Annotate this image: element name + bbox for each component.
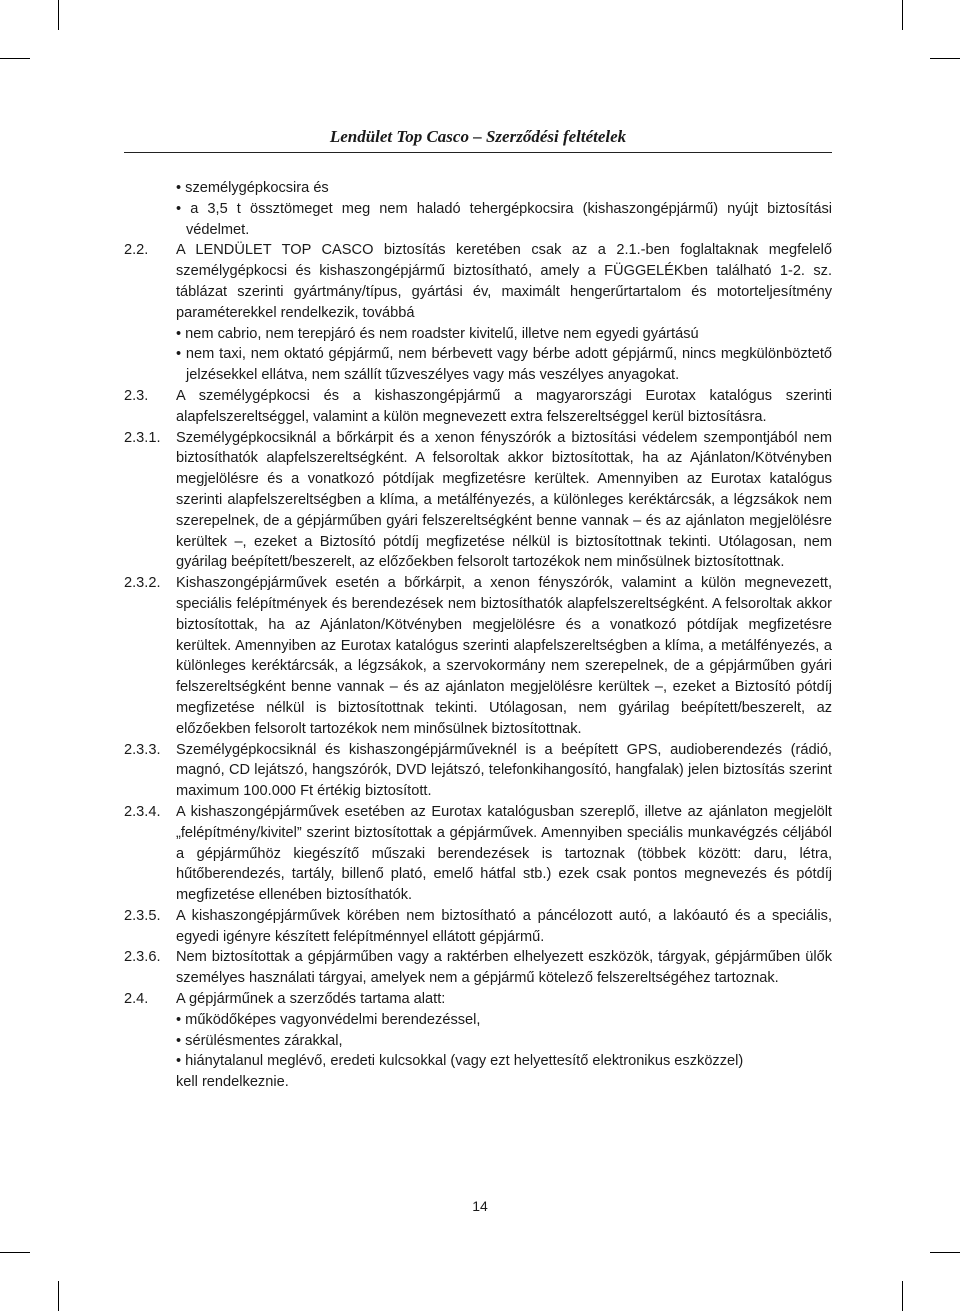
section-number: 2.4. [124, 991, 149, 1008]
section-text: A gépjárműnek a szerződés tartama alatt: [176, 991, 446, 1008]
header-divider [124, 152, 832, 153]
intro-bullet-1: • személygépkocsira és [176, 180, 329, 196]
crop-mark-top-right-horizontal [930, 58, 960, 59]
page-number: 14 [472, 1198, 488, 1214]
section-number: 2.3. [124, 387, 149, 404]
section-bullet: • nem taxi, nem oktató gépjármű, nem bérbevett vagy bérbe adott gépjármű, nincs megkülönböztető jelzésekkel ellátva, nem szállít tűzveszélyes vagy más veszélyes anyagokat. [176, 346, 832, 384]
crop-mark-bottom-left-vertical [58, 1281, 59, 1311]
section-text: A személygépkocsi és a kishaszongépjármű a magyarországi Eurotax katalógus szerinti alapfelszereltséggel, valamint a külön megnevezett extra felszereltséggel kerül biztosításra. [176, 387, 832, 425]
section-number: 2.3.2. [124, 575, 161, 592]
section-number: 2.3.4. [124, 803, 161, 820]
section-2-3-5 [124, 906, 832, 948]
crop-mark-top-left-vertical [58, 0, 59, 30]
crop-mark-bottom-right-vertical [902, 1281, 903, 1311]
section-closing-text: kell rendelkeznie. [176, 1074, 289, 1091]
section-text: Személygépkocsiknál a bőrkárpit és a xenon fényszórók a biztosítási védelem szempontjából nem biztosíthatók alapfelszereltségként. A felsoroltak akkor biztosítottak, ha az Ajánlaton/Kötvényben megjelölésre és a vonatkozó pótdíjak megfizetésre kerültek. Amennyiben az Eurotax katalógus szerinti alapfelszereltségben a klíma, a metálfényezés, a különleges keréktárcsák, a légzsákok nem szerepelnek, de a gépjárműben gyári felszereltségként benne vannak – és az ajánlaton megjelölésre kerültek –, ezeket a Biztosító pótdíj megfizetése nélkül is biztosítottnak tekinti. Utólagosan, nem gyárilag beépített/beszerelt, az előzőekben felsorolt tartozékok nem minősülnek biztosítottnak. [176, 429, 832, 571]
section-number: 2.3.6. [124, 949, 161, 966]
section-text: Kishaszongépjárművek esetén a bőrkárpit, a xenon fényszórók, valamint a külön megnevezett, speciális felépítmények és berendezések nem biztosíthatók alapfelszereltségként. A felsoroltak akkor biztosítottak, ha az Ajánlaton/Kötvényben megjelölésre és a vonatkozó pótdíjak megfizetésre kerültek. Amennyiben az Eurotax katalógus szerinti alapfelszereltségben a klíma, a metálfényezés, a különleges keréktárcsák, a légzsákok, a szervokormány nem szerepelnek, de a gépjárműben gyári felszereltségként benne vannak – és az ajánlaton megjelölésre kerültek –, ezeket a Biztosító pótdíj megfizetése nélkül is biztosítottnak tekinti. Utólagosan, nem gyárilag beépített/beszerelt, az előzőekben felsorolt tartozékok nem minősülnek biztosítottnak. [176, 575, 832, 737]
section-2-2 [124, 240, 832, 386]
section-number: 2.3.3. [124, 741, 161, 758]
section-text: Nem biztosítottak a gépjárműben vagy a raktérben elhelyezett eszközök, tárgyak, gépjárműben ülők személyes használati tárgyai, amelyek nem a gépjármű kötelező felszereltségéhez tartoznak. [176, 949, 832, 987]
intro-block [124, 178, 832, 240]
section-2-3-1 [124, 428, 832, 574]
section-text: A kishaszongépjárművek körében nem biztosítható a páncélozott autó, a lakóautó és a speciális, egyedi igényre készített felépítménnyel ellátott gépjármű. [176, 907, 832, 945]
section-2-3-2 [124, 573, 832, 739]
section-text: A LENDÜLET TOP CASCO biztosítás keretében csak az a 2.1.-ben foglaltaknak megfelelő személygépkocsi és kishaszongépjármű biztosítható, amely a FÜGGELÉKben található 1-2. sz. táblázat szerinti gyártmány/típus, gyártási év, maximált hengerűrtartalom és motorteljesítmény paraméterekkel rendelkezik, továbbá [176, 242, 832, 321]
section-number: 2.2. [124, 242, 149, 259]
section-bullet: • működőképes vagyonvédelmi berendezéssel, [176, 1011, 481, 1028]
crop-mark-bottom-left-horizontal [0, 1252, 30, 1253]
section-bullet: • nem cabrio, nem terepjáró és nem roadster kivitelű, illetve nem egyedi gyártású [176, 325, 699, 342]
section-2-3-6 [124, 947, 832, 989]
crop-mark-top-right-vertical [902, 0, 903, 30]
intro-bullet-2: • a 3,5 t össztömeget meg nem haladó tehergépkocsira (kishaszongépjármű) nyújt biztosítási védelmet. [176, 200, 832, 238]
section-2-3-4 [124, 802, 832, 906]
page-header-title: Lendület Top Casco – Szerződési feltételek [329, 127, 627, 146]
section-text: A kishaszongépjárművek esetében az Eurotax katalógusban szereplő, illetve az ajánlaton megjelölt „felépítmény/kivitel” szerint biztosítottak a gépjárművek. Amennyiben speciális munkavégzés céljából a gépjárműhöz kiegészítő műszaki berendezések is tartoznak (többek között: daru, létra, hűtőberendezés, tartály, billenő plató, emelő hátfal stb.) ezek csak pontos megnevezés és pótdíj megfizetése ellenében biztosíthatók. [176, 803, 832, 904]
section-text: Személygépkocsiknál és kishaszongépjárműveknél is a beépített GPS, audioberendezés (rádió, magnó, CD lejátszó, hangszórók, DVD lejátszó, telefonkihangosító, hangfalak) jelen biztosítás szerint maximum 100.000 Ft értékig biztosított. [176, 741, 832, 800]
crop-mark-bottom-right-horizontal [930, 1252, 960, 1253]
section-2-4 [124, 989, 832, 1093]
section-number: 2.3.1. [124, 429, 161, 446]
section-number: 2.3.5. [124, 907, 161, 924]
crop-mark-top-left-horizontal [0, 58, 30, 59]
section-2-3-3 [124, 740, 832, 802]
section-2-3 [124, 386, 832, 428]
section-bullet: • hiánytalanul meglévő, eredeti kulcsokkal (vagy ezt helyettesítő elektronikus eszközzel) [176, 1053, 744, 1070]
document-body [124, 178, 832, 1093]
section-bullet: • sérülésmentes zárakkal, [176, 1032, 343, 1049]
